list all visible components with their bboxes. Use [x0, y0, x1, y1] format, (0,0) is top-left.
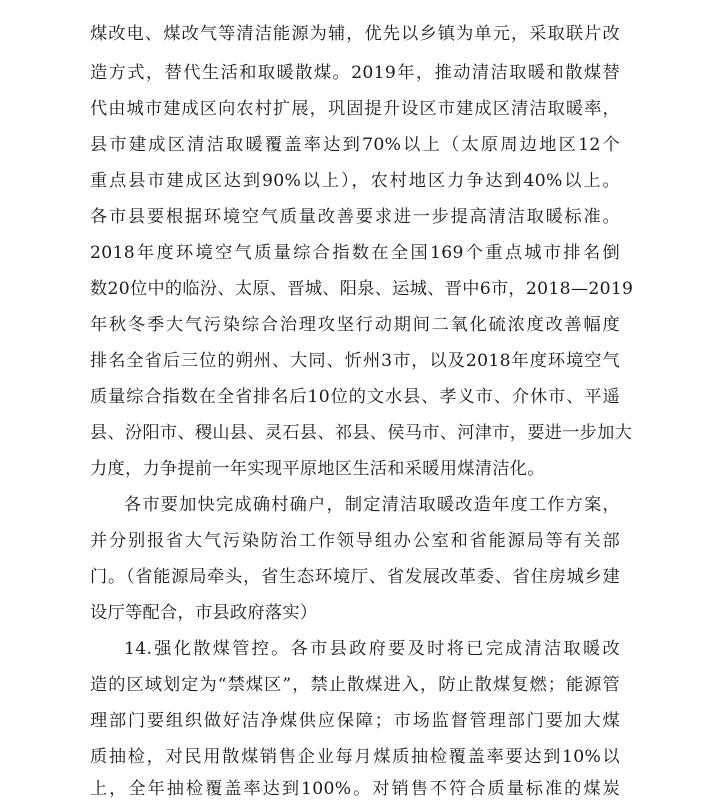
paragraph-line: 代由城市建成区向农村扩展，巩固提升设区市建成区清洁取暖率， [90, 99, 620, 119]
paragraph-line: 理部门要组织做好洁净煤供应保障；市场监督管理部门要加大煤 [90, 711, 620, 731]
paragraph-line: 各市要加快完成确村确户，制定清洁取暖改造年度工作方案， [124, 495, 620, 515]
paragraph-line: 县、汾阳市、稷山县、灵石县、祁县、侯马市、河津市，要进一步加大 [90, 423, 633, 443]
paragraph-line: 造的区域划定为“禁煤区”，禁止散煤进入，防止散煤复燃；能源管 [90, 675, 620, 695]
paragraph-line: 质量综合指数在全省排名后10位的文水县、孝义市、介休市、平遥 [90, 387, 620, 407]
paragraph-line: 排名全省后三位的朔州、大同、忻州3市，以及2018年度环境空气 [90, 351, 620, 371]
paragraph-line: 14.强化散煤管控。各市县政府要及时将已完成清洁取暖改 [124, 639, 620, 659]
paragraph-line: 设厅等配合，市县政府落实） [90, 603, 318, 623]
paragraph-line: 2018年度环境空气质量综合指数在全国169个重点城市排名倒 [90, 243, 620, 263]
paragraph-line: 县市建成区清洁取暖覆盖率达到70%以上（太原周边地区12个 [90, 135, 620, 155]
paragraph-line: 质抽检，对民用散煤销售企业每月煤质抽检覆盖率要达到10%以 [90, 747, 620, 767]
paragraph-line: 上，全年抽检覆盖率达到100%。对销售不符合质量标准的煤炭 [90, 779, 620, 799]
paragraph-line: 各市县要根据环境空气质量改善要求进一步提高清洁取暖标准。 [90, 207, 620, 227]
paragraph-line: 力度，力争提前一年实现平原地区生活和采暖用煤清洁化。 [90, 459, 545, 479]
paragraph-line: 年秋冬季大气污染综合治理攻坚行动期间二氧化硫浓度改善幅度 [90, 315, 620, 335]
paragraph-line: 造方式，替代生活和取暖散煤。2019年，推动清洁取暖和散煤替 [90, 63, 620, 83]
paragraph-line: 门。（省能源局牵头，省生态环境厅、省发展改革委、省住房城乡建 [90, 567, 620, 587]
paragraph-line: 煤改电、煤改气等清洁能源为辅，优先以乡镇为单元，采取联片改 [90, 24, 620, 44]
paragraph-line: 重点县市建成区达到90%以上），农村地区力争达到40%以上。 [90, 171, 620, 191]
paragraph-line: 数20位中的临汾、太原、晋城、阳泉、运城、晋中6市，2018—2019 [90, 279, 634, 299]
paragraph-line: 并分别报省大气污染防治工作领导组办公室和省能源局等有关部 [90, 531, 620, 551]
